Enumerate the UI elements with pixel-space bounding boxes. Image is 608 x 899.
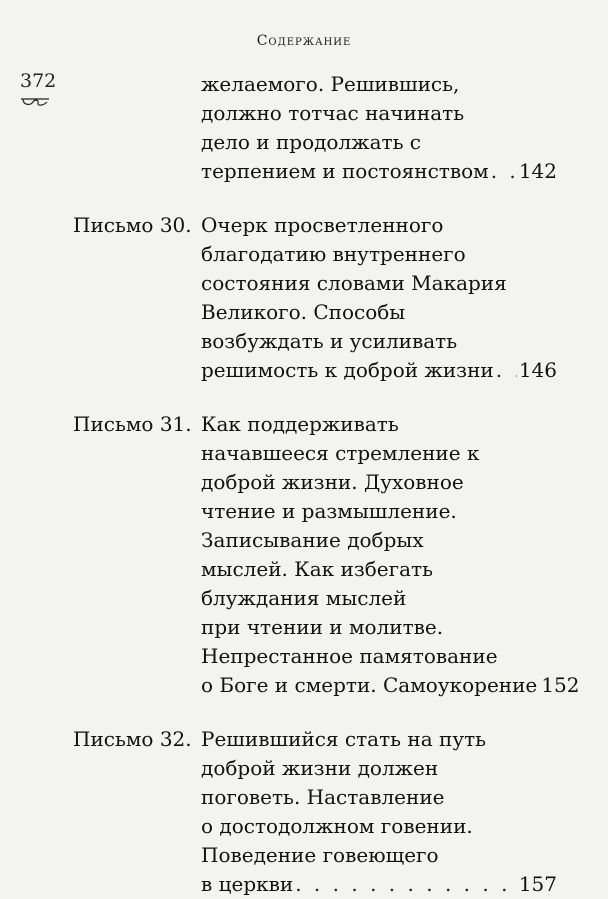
entry-text-line: желаемого. Решившись, bbox=[201, 72, 460, 96]
entry-text-line: при чтении и молитве. bbox=[201, 615, 444, 639]
entry-text-line: состояния словами Макария bbox=[201, 271, 507, 295]
entry-last-line bbox=[201, 671, 580, 700]
entry-text-line: доброй жизни. Духовное bbox=[201, 470, 464, 494]
letter-label: Письмо 31. bbox=[73, 412, 192, 436]
entry-text-line: должно тотчас начинать bbox=[201, 101, 465, 125]
entry-text-line: блуждания мыслей bbox=[201, 586, 407, 610]
toc-entry-letter-31 bbox=[0, 410, 608, 700]
entry-page-number: 157 bbox=[518, 872, 557, 896]
toc-entry-letter-32 bbox=[0, 725, 608, 899]
entry-text-line: дело и продолжать с bbox=[201, 130, 422, 154]
dot-leader bbox=[491, 157, 517, 186]
entry-text-line: решимость к доброй жизни bbox=[201, 358, 494, 382]
entry-text-line: доброй жизни должен bbox=[201, 756, 439, 780]
entry-text-line: о достодолжном говении. bbox=[201, 814, 473, 838]
page-number: 372 bbox=[20, 70, 57, 92]
entry-text-line: о Боге и смерти. Самоукорение bbox=[201, 673, 538, 697]
letter-label: Письмо 32. bbox=[73, 727, 192, 751]
running-header: Содержание bbox=[256, 33, 352, 49]
letter-label: Письмо 30. bbox=[73, 213, 192, 237]
entry-text-line: Как поддерживать bbox=[201, 412, 399, 436]
entry-text-line: терпением и постоянством bbox=[201, 159, 489, 183]
entry-text-line: Непрестанное памятование bbox=[201, 644, 498, 668]
table-of-contents bbox=[0, 70, 608, 899]
toc-entry-letter-30 bbox=[0, 211, 608, 385]
dot-leader bbox=[295, 870, 517, 899]
entry-text-line: мыслей. Как избегать bbox=[201, 557, 433, 581]
entry-text-line: чтение и размышление. bbox=[201, 499, 457, 523]
entry-text-line: Записывание добрых bbox=[201, 528, 424, 552]
entry-text-line: возбуждать и усиливать bbox=[201, 329, 458, 353]
entry-text-line: начавшееся стремление к bbox=[201, 441, 480, 465]
entry-text-line: поговеть. Наставление bbox=[201, 785, 445, 809]
entry-page-number: 142 bbox=[518, 159, 557, 183]
entry-last-line bbox=[201, 870, 557, 899]
entry-text-line: в церкви bbox=[201, 872, 294, 896]
entry-last-line bbox=[201, 356, 557, 385]
entry-text-line: благодатию внутреннего bbox=[201, 242, 466, 266]
entry-text-line: Очерк просветленного bbox=[201, 213, 444, 237]
entry-text-line: Великого. Способы bbox=[201, 300, 406, 324]
entry-page-number: 146 bbox=[518, 358, 557, 382]
entry-last-line bbox=[201, 157, 557, 186]
entry-text-line: Решившийся стать на путь bbox=[201, 727, 487, 751]
dot-leader bbox=[496, 356, 517, 385]
toc-entry-continued bbox=[0, 70, 608, 186]
entry-text-line: Поведение говеющего bbox=[201, 843, 439, 867]
entry-page-number: 152 bbox=[541, 673, 580, 697]
